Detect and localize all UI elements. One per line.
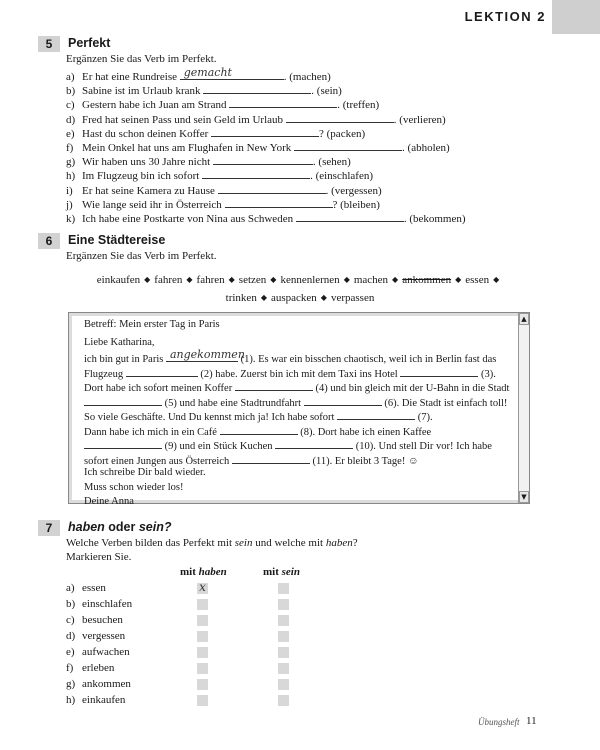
handwritten-answer: gemacht — [183, 66, 232, 79]
email-text-segment: ich bin gut in Paris — [84, 354, 164, 365]
checkbox-haben[interactable] — [197, 599, 208, 610]
item-letter: a) — [66, 71, 75, 83]
item-letter: i) — [66, 184, 73, 197]
exercise-7-instruction-2: Markieren Sie. — [66, 551, 132, 563]
exercise-5-number: 5 — [38, 36, 60, 52]
item-sentence: Er hat eine Rundreise — [82, 71, 177, 83]
exercise-5-item — [66, 167, 373, 182]
item-sentence: Mein Onkel hat uns am Flughafen in New York — [82, 142, 292, 154]
verb-letter: h) — [66, 694, 76, 706]
item-letter: c) — [66, 99, 75, 112]
diamond-separator-icon: ◆ — [455, 275, 462, 284]
email-text-segment: (3). — [480, 368, 496, 380]
verb-row — [66, 629, 125, 644]
item-letter: j) — [66, 198, 73, 211]
exercise-5-title: Perfekt — [68, 36, 111, 50]
email-text — [84, 318, 514, 510]
diamond-separator-icon: ◆ — [343, 275, 350, 284]
handwritten-answer: angekommen — [169, 347, 245, 361]
checkbox-sein[interactable] — [278, 663, 289, 674]
instruction-sein: sein — [234, 537, 253, 549]
blank-4[interactable] — [235, 379, 313, 391]
exercise-5-item — [66, 96, 379, 111]
item-letter: d) — [66, 113, 76, 126]
lektion-header — [448, 0, 600, 34]
email-text-segment: (1). Es war ein bisschen chaotisch, weil ich in Berlin fast das — [240, 354, 497, 365]
item-verb-hint: . (abholen) — [402, 142, 450, 154]
email-greeting: Liebe Katharina, — [84, 336, 155, 348]
email-closing-1: Ich schreibe Dir bald wieder. — [84, 467, 206, 478]
checkbox-sein[interactable] — [278, 599, 289, 610]
exercise-5-item — [66, 153, 351, 168]
email-line-1 — [84, 347, 514, 365]
verb-row — [66, 613, 123, 628]
item-sentence: Gestern habe ich Juan am Strand — [82, 99, 227, 112]
lektion-label: LEKTION 2 — [464, 9, 546, 24]
checkbox-sein[interactable] — [278, 583, 289, 594]
blank-9[interactable] — [84, 437, 162, 449]
item-verb-hint: . (sein) — [311, 85, 342, 98]
header-tab-block — [552, 0, 600, 34]
title-sein: sein? — [138, 520, 172, 534]
word-bank-word: essen — [465, 274, 490, 286]
answer-blank[interactable] — [202, 167, 310, 179]
checkbox-sein[interactable] — [278, 695, 289, 706]
verb-label: ankommen — [82, 678, 131, 690]
exercise-5-instruction: Ergänzen Sie das Verb im Perfekt. — [66, 53, 217, 65]
diamond-separator-icon: ◆ — [228, 275, 235, 284]
diamond-separator-icon: ◆ — [320, 293, 327, 302]
word-bank-word: verpassen — [330, 292, 375, 304]
verb-label: besuchen — [82, 614, 123, 626]
verb-label: einkaufen — [82, 694, 126, 706]
answer-blank[interactable] — [296, 210, 404, 222]
checkbox-haben[interactable] — [197, 580, 208, 594]
word-bank-word: machen — [353, 274, 389, 286]
checkbox-haben[interactable] — [197, 679, 208, 690]
verb-label: einschlafen — [82, 598, 133, 610]
exercise-5-item — [66, 196, 380, 211]
check-x-icon: x — [199, 580, 206, 594]
blank-7[interactable] — [337, 408, 415, 420]
email-text-segment: (7). — [417, 412, 433, 423]
item-verb-hint: . (sehen) — [312, 156, 351, 169]
item-verb-hint: . (verlieren) — [393, 113, 446, 126]
instruction-part: ? — [352, 537, 358, 549]
answer-blank[interactable] — [180, 68, 284, 80]
item-verb-hint: . (machen) — [283, 71, 331, 83]
word-bank-word: auspacken — [270, 292, 317, 304]
word-bank-word: fahren — [196, 274, 225, 286]
item-sentence: Er hat seine Kamera zu Hause — [82, 184, 215, 197]
exercise-5-item — [66, 182, 382, 197]
verb-letter: b) — [66, 598, 76, 610]
blank-3[interactable] — [400, 365, 478, 377]
blank-6[interactable] — [304, 394, 382, 406]
scroll-up-icon[interactable]: ▲ — [519, 313, 529, 325]
email-signature: Deine Anna — [84, 496, 134, 507]
verb-label: vergessen — [82, 630, 126, 642]
email-text-segment: (8). Dort habe ich einen Kaffee — [300, 426, 432, 438]
checkbox-sein[interactable] — [278, 615, 289, 626]
word-bank-word: setzen — [238, 274, 267, 286]
item-verb-hint: . (vergessen) — [325, 184, 382, 197]
blank-1[interactable] — [166, 347, 245, 362]
diamond-separator-icon: ◆ — [493, 275, 500, 284]
verb-row — [66, 581, 106, 596]
column-header-haben — [180, 566, 227, 578]
word-bank-line-2 — [80, 289, 520, 307]
diamond-separator-icon: ◆ — [260, 293, 267, 302]
verb-letter: e) — [66, 646, 75, 658]
verb-row — [66, 661, 114, 676]
word-bank-line-1 — [80, 271, 520, 289]
email-line-8 — [84, 452, 514, 467]
blank-10[interactable] — [275, 437, 353, 449]
email-text-segment: So viele Geschäfte. Und Du kennst mich ja! Ich habe sofort — [84, 412, 335, 423]
answer-blank[interactable] — [225, 196, 333, 208]
page-number: 11 — [526, 715, 537, 727]
column-header-prefix: mit — [263, 566, 282, 578]
email-scrollbar[interactable] — [518, 313, 529, 503]
item-verb-hint: . (einschlafen) — [310, 170, 373, 183]
item-letter: k) — [66, 213, 76, 225]
verb-label: aufwachen — [82, 646, 130, 658]
answer-blank[interactable] — [229, 96, 337, 108]
blank-2[interactable] — [126, 365, 198, 377]
answer-blank[interactable] — [211, 125, 319, 137]
email-text-segment: (4) und bin gleich mit der U-Bahn in die Stadt — [315, 383, 510, 394]
item-sentence: Hast du schon deinen Koffer — [82, 127, 209, 140]
item-letter: g) — [66, 156, 76, 169]
verb-row — [66, 677, 131, 692]
exercise-6-number: 6 — [38, 233, 60, 249]
diamond-separator-icon: ◆ — [392, 275, 399, 284]
word-bank-word: einkaufen — [96, 274, 141, 286]
email-text-segment: (2) habe. Zuerst bin ich mit dem Taxi ins Hotel — [200, 368, 398, 380]
email-subject: Betreff: Mein erster Tag in Paris — [84, 319, 220, 330]
verb-letter: c) — [66, 614, 75, 626]
verb-label: erleben — [82, 662, 115, 674]
email-line-7 — [84, 437, 514, 452]
exercise-5-item — [66, 139, 450, 154]
diamond-separator-icon: ◆ — [186, 275, 193, 284]
email-text-segment: (6). Die Stadt ist einfach toll! — [384, 397, 508, 409]
email-text-segment: (9) und ein Stück Kuchen — [164, 441, 273, 452]
item-sentence: Wir haben uns 30 Jahre nicht — [82, 156, 211, 169]
item-verb-hint: . (treffen) — [337, 99, 380, 112]
email-text-segment: Flugzeug — [84, 368, 124, 380]
email-text-segment: sofort einen Jungen aus Österreich — [84, 455, 230, 467]
word-bank-word: fahren — [154, 274, 183, 286]
email-closing-2: Muss schon wieder los! — [84, 481, 184, 493]
checkbox-sein[interactable] — [278, 647, 289, 658]
item-letter: e) — [66, 127, 75, 140]
word-bank-word: trinken — [225, 292, 257, 304]
email-text-segment: (5) und habe eine Stadtrundfahrt — [164, 397, 302, 409]
exercise-7-title — [68, 520, 172, 534]
email-line-3 — [84, 379, 514, 394]
footer-label: Übungsheft — [478, 717, 520, 727]
email-line-4 — [84, 394, 514, 409]
exercise-7-instruction — [66, 537, 358, 549]
email-text-segment: Dann habe ich mich in ein Café — [84, 426, 217, 438]
exercise-6-title: Eine Städtereise — [68, 233, 166, 247]
instruction-haben: haben — [325, 537, 353, 549]
item-sentence: Fred hat seinen Pass und sein Geld im Urlaub — [82, 113, 284, 126]
word-bank — [80, 271, 520, 307]
exercise-6-instruction: Ergänzen Sie das Verb im Perfekt. — [66, 250, 217, 262]
email-text-segment: (11). Er bleibt 3 Tage! ☺ — [312, 455, 419, 467]
answer-blank[interactable] — [213, 153, 313, 165]
item-letter: h) — [66, 170, 76, 183]
checkbox-haben[interactable] — [197, 631, 208, 642]
email-line-5 — [84, 408, 514, 423]
exercise-5-item — [66, 68, 331, 83]
column-header-prefix: mit — [180, 566, 199, 578]
scroll-down-icon[interactable]: ▼ — [519, 491, 529, 503]
checkbox-haben[interactable] — [197, 615, 208, 626]
answer-blank[interactable] — [203, 82, 311, 94]
email-line-2 — [84, 365, 514, 380]
verb-row — [66, 693, 125, 708]
item-sentence: Ich habe eine Postkarte von Nina aus Schweden — [82, 213, 294, 225]
instruction-part: Welche Verben bilden das Perfekt mit — [66, 537, 235, 549]
verb-letter: f) — [66, 662, 74, 674]
diamond-separator-icon: ◆ — [270, 275, 277, 284]
exercise-5-item — [66, 82, 342, 97]
verb-letter: a) — [66, 582, 75, 594]
item-letter: b) — [66, 85, 76, 98]
answer-blank[interactable] — [286, 111, 394, 123]
title-oder: oder — [104, 520, 139, 534]
verb-letter: g) — [66, 678, 76, 690]
checkbox-haben[interactable] — [197, 663, 208, 674]
blank-5[interactable] — [84, 394, 162, 406]
checkbox-haben[interactable] — [197, 647, 208, 658]
column-header-sein — [263, 566, 300, 578]
column-header-verb: sein — [281, 566, 300, 578]
blank-8[interactable] — [220, 423, 298, 435]
checkbox-sein[interactable] — [278, 679, 289, 690]
item-sentence: Im Flugzeug bin ich sofort — [82, 170, 200, 183]
answer-blank[interactable] — [218, 182, 326, 194]
item-verb-hint: ? (bleiben) — [332, 198, 380, 211]
word-bank-word: kennenlernen — [280, 274, 340, 286]
item-letter: f) — [66, 142, 74, 154]
answer-blank[interactable] — [294, 139, 402, 151]
item-sentence: Wie lange seid ihr in Österreich — [82, 198, 222, 211]
email-line-6 — [84, 423, 514, 438]
title-haben: haben — [68, 520, 105, 534]
diamond-separator-icon: ◆ — [144, 275, 151, 284]
exercise-7-number: 7 — [38, 520, 60, 536]
column-header-verb: haben — [198, 566, 227, 578]
checkbox-haben[interactable] — [197, 695, 208, 706]
email-text-segment: Dort habe ich sofort meinen Koffer — [84, 383, 233, 394]
exercise-5-item — [66, 111, 446, 126]
word-bank-word: ankommen — [402, 274, 452, 286]
exercise-5-item — [66, 125, 365, 140]
blank-11[interactable] — [232, 452, 310, 464]
verb-row — [66, 645, 130, 660]
item-verb-hint: . (bekommen) — [403, 213, 466, 225]
item-verb-hint: ? (packen) — [319, 127, 366, 140]
verb-letter: d) — [66, 630, 76, 642]
verb-row — [66, 597, 132, 612]
instruction-part: und welche mit — [252, 537, 326, 549]
exercise-5-item — [66, 210, 466, 225]
email-text-segment: (10). Und stell Dir vor! Ich habe — [355, 441, 492, 452]
item-sentence: Sabine ist im Urlaub krank — [82, 85, 201, 98]
checkbox-sein[interactable] — [278, 631, 289, 642]
verb-label: essen — [82, 582, 106, 594]
